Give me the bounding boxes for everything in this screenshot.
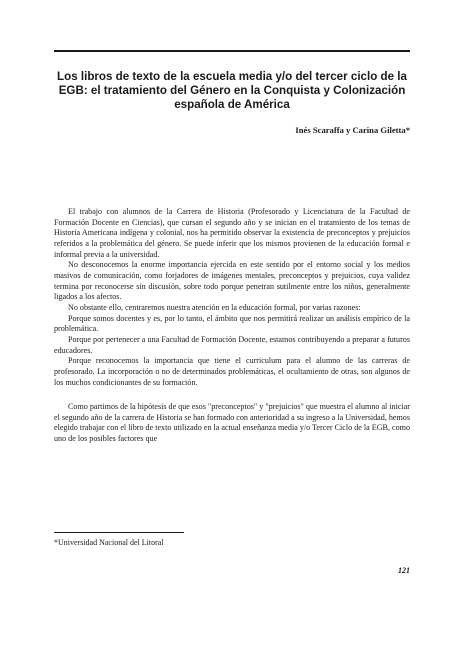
- article-title: Los libros de texto de la escuela media y/o del tercer ciclo de la EGB: el tratamiento del Género en la Conquista y Colonización española de América: [57, 70, 407, 111]
- footnote: *Universidad Nacional del Litoral: [54, 538, 164, 547]
- article-body: [54, 207, 410, 445]
- header-rule: [54, 50, 410, 52]
- body-paragraph: No obstante ello, centraremos nuestra atención en la educación formal, por varias razones:: [68, 302, 361, 312]
- body-paragraph: Porque somos docentes y es, por lo tanto, el ámbito que nos permitirá realizar un análisis empírico de la problemática.: [54, 313, 410, 334]
- body-paragraph: No desconocemos la enorme importancia ejercida en este sentido por el entorno social y los medios masivos de comunicación, como forjadores de imágenes mentales, preconceptos y prejuicios, cuya validez termina por reconocerse sin discusión, sobre todo porque penetran sutilmente entre los niños, generalmente ligados a los afectos.: [54, 260, 410, 302]
- body-paragraph: El trabajo con alumnos de la Carrera de Historia (Profesorado y Licenciatura de la Facultad de Formación Docente en Ciencias), que cursan el segundo año y se inician en el tratamiento de los temas de Historia Americana indígena y colonial, nos ha permitido observar la existencia de preconceptos y prejuicios referidos a la problemática del género. Se puede inferir que los mismos provienen de la educación formal e informal previa a la universidad.: [54, 207, 410, 259]
- page-number: 121: [398, 566, 410, 575]
- footnote-rule: [54, 532, 184, 533]
- article-authors: Inés Scaraffa y Carina Giletta*: [295, 125, 410, 135]
- body-paragraph: Porque reconocemos la importancia que tiene el curriculum para el alumno de las carreras de profesorado. La incorporación o no de determinados problemáticas, el ocultamiento de otras, son algunos de los muchos condicionantes de su formación.: [54, 356, 410, 387]
- body-paragraph: Porque por pertenecer a una Facultad de Formación Docente, estamos contribuyendo a preparar a futuros educadores.: [54, 334, 410, 355]
- body-paragraph: Como partimos de la hipótesis de que esos "preconceptos" y "prejuicios" que muestra el alumno al iniciar el segundo año de la carrera de Historia se han formado con anterioridad a su ingreso a la Universidad, hemos elegido trabajar con el libro de texto utilizado en la actual enseñanza media y/o Tercer Ciclo de la EGB, como uno de los posibles factores que: [54, 402, 410, 444]
